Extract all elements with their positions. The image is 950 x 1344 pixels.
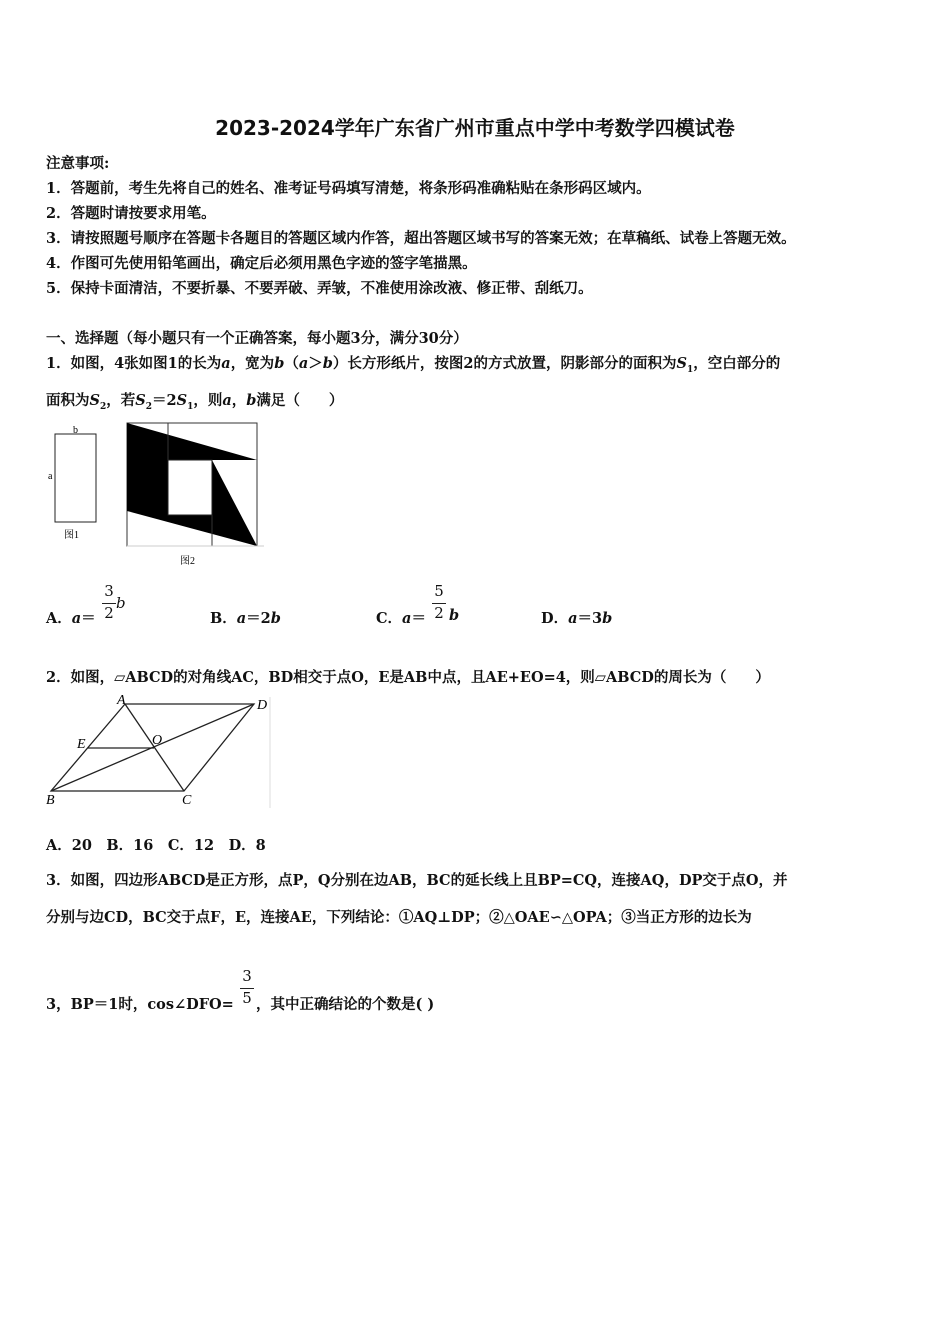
fig1-label-b: b: [73, 425, 78, 436]
label-b: B: [46, 793, 55, 808]
q1-option-c: C．a＝: [376, 610, 426, 627]
notice-item-2: 2．答题时请按要求用笔。: [46, 205, 216, 222]
q3-line1: 3．如图，四边形ABCD是正方形，点P，Q分别在边AB，BC的延长线上且BP=CQ，连接AQ，DP交于点O，并: [46, 872, 788, 889]
q1-option-b: B．a＝2b: [210, 610, 281, 627]
fig1-rectangle: [55, 434, 96, 522]
fig1-caption: 图1: [64, 530, 79, 541]
label-a: A: [117, 693, 126, 708]
label-e: E: [77, 737, 86, 752]
section-heading: 一、选择题（每小题只有一个正确答案，每小题3分，满分30分）: [46, 330, 468, 347]
label-d: D: [257, 698, 268, 713]
q2-options: A．20 B．16 C．12 D．8: [46, 837, 266, 854]
notice-item-4: 4．作图可先使用铅笔画出，确定后必须用黑色字迹的签字笔描黑。: [46, 255, 477, 272]
notice-heading: 注意事项:: [46, 155, 110, 172]
figure-2: [124, 420, 264, 570]
q3-line3-b: ，其中正确结论的个数是( ): [256, 996, 435, 1013]
q1-option-c-fraction: 5 2: [432, 582, 446, 622]
fig1-label-a: a: [48, 471, 53, 482]
notice-item-3: 3．请按照题号顺序在答题卡各题目的答题区域内作答，超出答题区域书写的答案无效；在草稿纸、试卷上答题无效。: [46, 230, 796, 247]
q1-line2: 面积为$S_2$，若$S_2=2S_1$，则a，b满足（ ）: [46, 392, 344, 412]
q1-option-d: D．a＝3b: [541, 610, 613, 627]
fig2-inner-square: [168, 460, 212, 515]
q1-option-a-var: b: [116, 594, 126, 612]
page-title: 2023-2024学年广东省广州市重点中学中考数学四模试卷: [215, 116, 735, 140]
q3-line3-a: 3，BP＝1时，cos∠DFO=: [46, 996, 234, 1013]
figure-1: [44, 422, 106, 544]
figure-q2-parallelogram: [44, 692, 274, 810]
notice-item-5: 5．保持卡面清洁，不要折暴、不要弄破、弄皱，不准使用涂改液、修正带、刮纸刀。: [46, 280, 593, 297]
q1-line1: 1．如图，4张如图1的长为a，宽为b（a＞b）长方形纸片，按图2的方式放置，阴影部分的面积为$S_1$，空白部分的: [46, 355, 781, 375]
q3-fraction: 3 5: [240, 967, 254, 1007]
q1-option-c-var: b: [449, 607, 460, 624]
q3-line2: 分别与边CD，BC交于点F，E，连接AE，下列结论：①AQ⊥DP；②△OAE∽△OPA；③当正方形的边长为: [46, 909, 752, 926]
notice-item-1: 1．答题前，考生先将自己的姓名、准考证号码填写清楚，将条形码准确粘贴在条形码区域内。: [46, 180, 651, 197]
q1-option-a-fraction: 3 2: [102, 582, 116, 622]
q1-option-a: A．a＝: [46, 610, 96, 627]
q2-text: 2．如图，▱ABCD的对角线AC，BD相交于点O，E是AB中点，且AE+EO=4，则▱ABCD的周长为（ ）: [46, 669, 770, 686]
fig2-caption: 图2: [180, 556, 195, 567]
label-o: O: [152, 733, 163, 748]
label-c: C: [182, 793, 192, 808]
